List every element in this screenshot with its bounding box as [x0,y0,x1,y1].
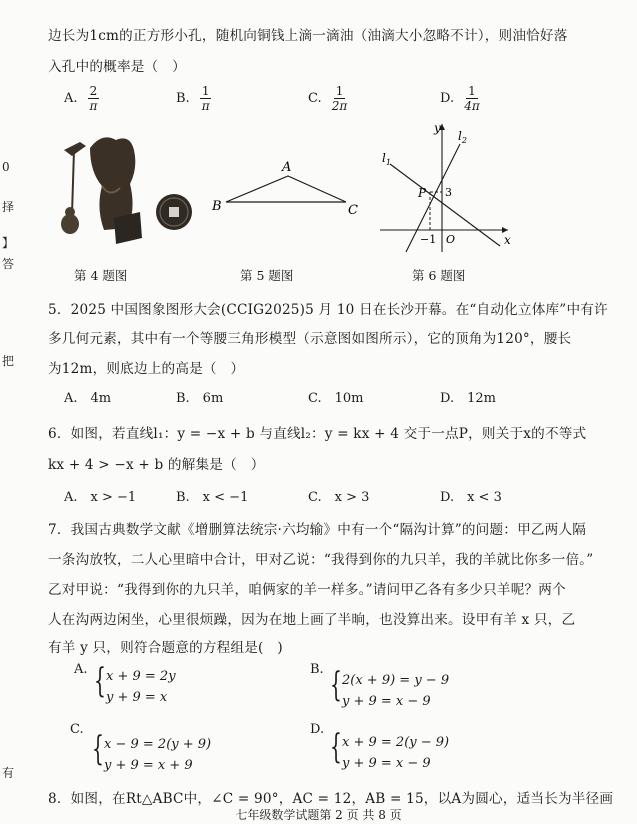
q6-option-c: C. x > 3 [308,490,370,505]
q7-option-b-system [342,670,449,712]
equation: y + 9 = x − 9 [342,756,431,771]
equation: x − 9 = 2(y + 9) [104,737,212,752]
q7-option-c-system [104,734,211,776]
q4-option-d [440,84,480,113]
option-label: B. [176,91,190,106]
q8-line-1: 8．如图，在Rt△ABC中，∠C = 90°，AC = 12，AB = 15，以A为圆心，适当长为半径画 [48,791,614,807]
q7-option-d-system [342,732,449,774]
q5-option-b: B. 6m [176,391,224,406]
equation: x + 9 = 2y [106,669,176,684]
l2-label: $l_2$ [458,129,467,145]
equation: y + 9 = x − 9 [342,694,431,709]
option-label: C. [308,91,322,106]
q4-option-a [64,84,99,113]
y-axis-label: y [434,121,441,135]
equation: y + 9 = x + 9 [104,758,193,773]
figure-4-caption: 第 4 题图 [74,268,128,283]
option-label: A. [64,91,78,106]
q7-line-2: 一条沟放牧，二人心里暗中合计，甲对乙说：“我得到你的九只羊，我的羊就比你多一倍。” [48,552,594,568]
fraction: $\frac{1}{2\pi}$ [331,84,348,113]
q7-option-c-label: C. [70,722,84,737]
fraction: $\frac{1}{4\pi}$ [464,84,480,113]
point-p-label: P [418,186,427,200]
q4-option-c [308,84,347,113]
fraction: $\frac{1}{\pi}$ [201,84,210,113]
vertex-b-label: B [212,199,222,214]
q7-line-1: 7．我国古典数学文献《增删算法统宗·六均输》中有一个“隔沟计算”的问题：甲乙两人隔 [48,522,587,538]
q7-option-b-label: B. [310,662,324,677]
edge-char: 有 [2,766,15,780]
edge-char: 】 [2,236,15,250]
equation: y + 9 = x [106,690,168,705]
q5-option-a: A. 4m [64,391,112,406]
q6-line-1: 6．如图，若直线l₁：y = −x + b 与直线l₂：y = kx + 4 交于一点P，则关于x的不等式 [48,426,587,442]
q5-option-d: D. 12m [440,391,496,406]
q7-option-d-label: D. [310,722,325,737]
figure-4-illustration [50,128,200,246]
q6-option-b: B. x < −1 [176,490,249,505]
vertex-c-label: C [348,203,358,218]
brace: { [92,729,104,769]
q7-line-4: 人在沟两边闲坐，心里很烦躁，因为在地上画了半晌，也没算出来。设甲有羊 x 只，乙 [48,612,576,628]
brace: { [94,661,106,701]
figure-6-caption: 第 6 题图 [412,268,466,283]
q5-option-c: C. 10m [308,391,364,406]
q6-line-2: kx + 4 > −x + b 的解集是（ ） [48,457,265,473]
q5-line-2: 多几何元素，其中有一个等腰三角形模型（示意图如图所示），它的顶角为120°，腰长 [48,331,572,347]
origin-label: O [446,233,456,246]
q4-line-2: 入孔中的概率是（ ） [48,59,186,75]
q7-line-5: 有羊 y 只，则符合题意的方程组是( ) [48,640,283,656]
l1-label: $l_1$ [382,151,391,167]
edge-char: 择 [2,200,15,214]
brace: { [330,665,342,705]
figure-5-triangle [210,158,360,218]
q7-option-a-system [106,666,176,708]
figure-5-caption: 第 5 题图 [240,268,294,283]
tick-3-label: 3 [445,186,452,199]
option-label: D. [440,91,455,106]
edge-char: 答 [2,257,15,271]
q5-line-1: 5．2025 中国图象图形大会(CCIG2025)5 月 10 日在长沙开幕。在“自动化立体库”中有许 [48,302,608,318]
page-footer: 七年级数学试题第 2 页 共 8 页 [235,808,402,822]
q7-option-a-label: A. [74,662,88,677]
equation: x + 9 = 2(y − 9) [342,735,450,750]
tick-neg1-label: −1 [420,233,437,246]
fraction: $\frac{2}{\pi}$ [89,84,98,113]
x-axis-label: x [504,233,511,247]
q4-option-b [176,84,211,113]
q6-option-d: D. x < 3 [440,490,502,505]
vertex-a-label: A [282,160,292,175]
q5-line-3: 为12m，则底边上的高是（ ） [48,361,245,377]
brace: { [330,727,342,767]
q7-line-3: 乙对甲说：“我得到你的九只羊，咱俩家的羊一样多。”请问甲乙各有多少只羊呢？两个 [48,582,566,598]
equation: 2(x + 9) = y − 9 [342,673,450,688]
q4-line-1: 边长为1cm的正方形小孔，随机向铜钱上滴一滴油（油滴大小忽略不计），则油恰好落 [48,28,568,44]
edge-char: 把 [2,354,15,368]
figure-6-graph [376,118,526,258]
edge-char: 0 [2,160,10,174]
q6-option-a: A. x > −1 [64,490,137,505]
